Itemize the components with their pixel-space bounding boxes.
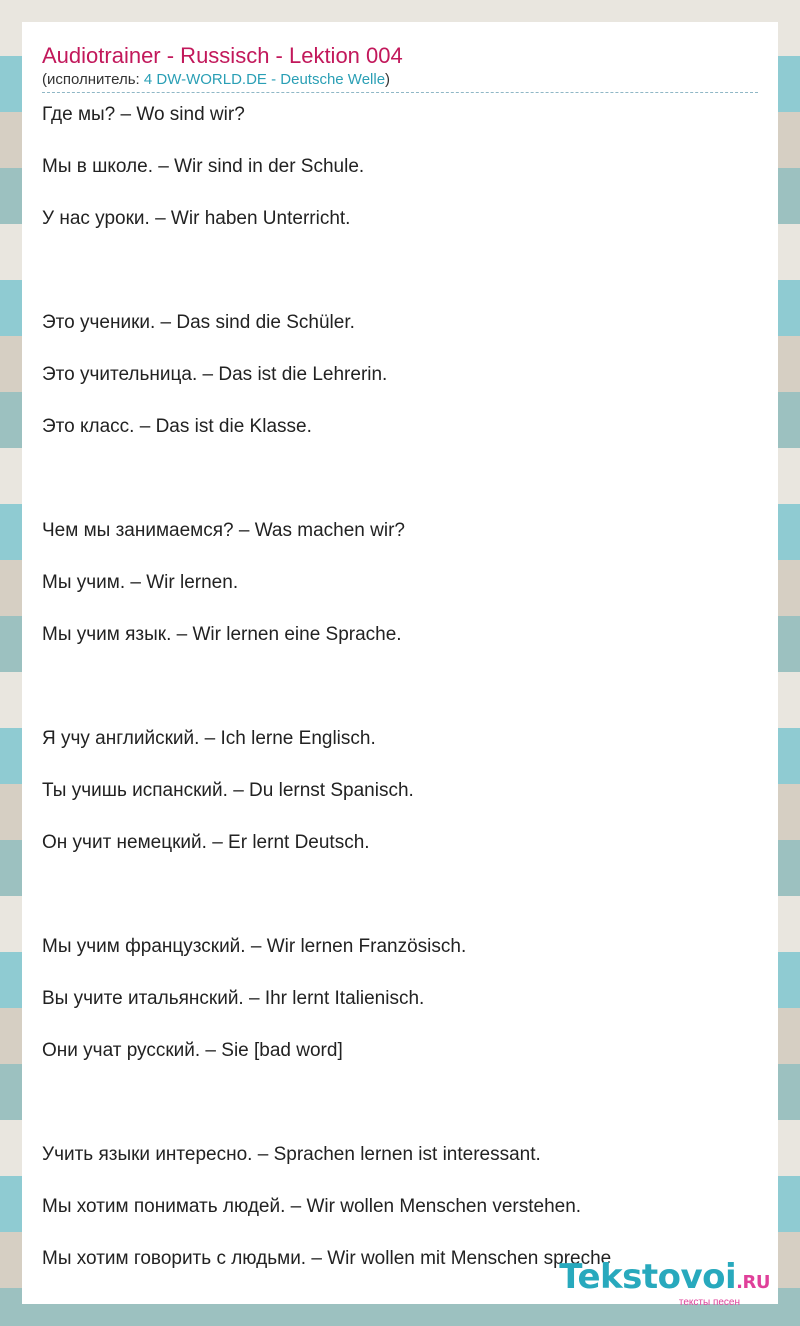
page-title: Audiotrainer - Russisch - Lektion 004 [42, 43, 403, 68]
lyric-line: Мы хотим говорить с людьми. – Wir wollen mit Menschen spreche [42, 1248, 612, 1269]
artist-link[interactable]: 4 DW-WORLD.DE - Deutsche Welle [143, 71, 386, 88]
lyric-line: Мы учим. – Wir lernen. [42, 572, 239, 593]
lyric-spacer [42, 671, 758, 723]
lyric-spacer [42, 879, 758, 931]
lyric-line: Он учит немецкий. – Er lernt Deutsch. [42, 832, 370, 853]
lyric-line: Я учу английский. – Ich lerne Englisch. [42, 728, 376, 749]
lyric-line: Чем мы занимаемся? – Was machen wir? [42, 520, 405, 541]
lyrics-card [22, 22, 778, 1304]
lyric-line: Мы хотим понимать людей. – Wir wollen Menschen verstehen. [42, 1196, 582, 1217]
lyric-line: Учить языки интересно. – Sprachen lernen ist interessant. [42, 1144, 541, 1165]
lyric-line: Мы учим французский. – Wir lernen Französisch. [42, 936, 467, 957]
lyric-line: Они учат русский. – Sie [bad word] [42, 1040, 343, 1061]
lyric-spacer [42, 255, 758, 307]
artist-prefix: (исполнитель: [42, 71, 144, 88]
watermark-logo [559, 1259, 770, 1301]
watermark-tagline: тексты песен [678, 1297, 740, 1308]
watermark-brand: Tekstovoi [559, 1257, 737, 1297]
watermark-tld: .RU [736, 1272, 770, 1293]
lyric-line: Мы учим язык. – Wir lernen eine Sprache. [42, 624, 402, 645]
lyric-line: Это ученики. – Das sind die Schüler. [42, 312, 355, 333]
lyric-line: Ты учишь испанский. – Du lernst Spanisch. [42, 780, 414, 801]
lyric-line: Вы учите итальянский. – Ihr lernt Italienisch. [42, 988, 425, 1009]
artist-suffix: ) [385, 71, 391, 88]
lyric-spacer [42, 463, 758, 515]
lyric-line: Мы в школе. – Wir sind in der Schule. [42, 156, 365, 177]
lyric-spacer [42, 1087, 758, 1139]
lyrics-body [42, 99, 758, 1295]
lyric-line: У нас уроки. – Wir haben Unterricht. [42, 208, 351, 229]
artist-line [42, 70, 758, 93]
lyric-line: Это учительница. – Das ist die Lehrerin. [42, 364, 388, 385]
site-watermark [559, 1259, 770, 1308]
lyric-line: Где мы? – Wo sind wir? [42, 104, 245, 125]
lyric-line: Это класс. – Das ist die Klasse. [42, 416, 312, 437]
